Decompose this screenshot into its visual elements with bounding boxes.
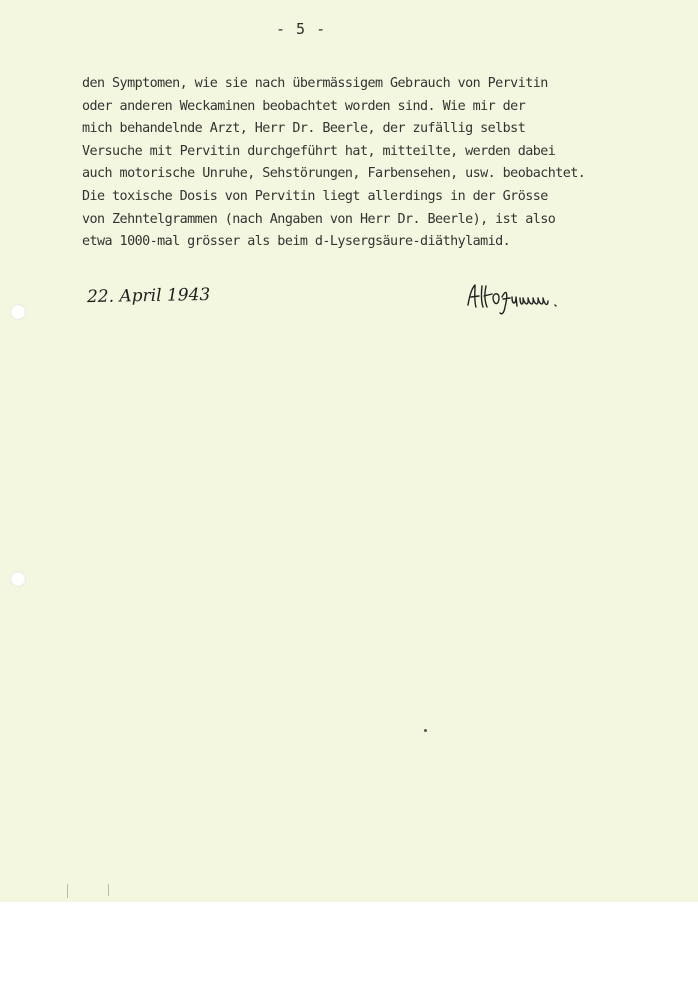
text-line: von Zehntelgrammen (nach Angaben von Herr Dr. Beerle), ist also — [82, 211, 556, 227]
punch-hole — [10, 571, 26, 587]
punch-hole — [10, 304, 26, 320]
handwritten-signature — [462, 279, 592, 319]
text-line: auch motorische Unruhe, Sehstörungen, Farbensehen, usw. beobachtet. — [82, 166, 586, 182]
text-line: oder anderen Weckaminen beobachtet worden sind. Wie mir der — [82, 98, 526, 114]
text-line: etwa 1000-mal grösser als beim d-Lysergsäure-diäthylamid. — [82, 234, 511, 250]
paper-mark — [108, 884, 109, 896]
text-line: Die toxische Dosis von Pervitin liegt allerdings in der Grösse — [82, 188, 548, 204]
ink-speck — [424, 729, 427, 732]
page-number: - 5 - — [276, 20, 327, 38]
text-line: den Symptomen, wie sie nach übermässigem Gebrauch von Pervitin — [82, 76, 548, 91]
handwritten-date: 22. April 1943 — [86, 284, 211, 308]
body-paragraph — [82, 73, 682, 254]
paper-mark — [67, 884, 68, 898]
text-line: Versuche mit Pervitin durchgeführt hat, mitteilte, werden dabei — [82, 143, 556, 159]
text-line: mich behandelnde Arzt, Herr Dr. Beerle, der zufällig selbst — [82, 121, 526, 137]
